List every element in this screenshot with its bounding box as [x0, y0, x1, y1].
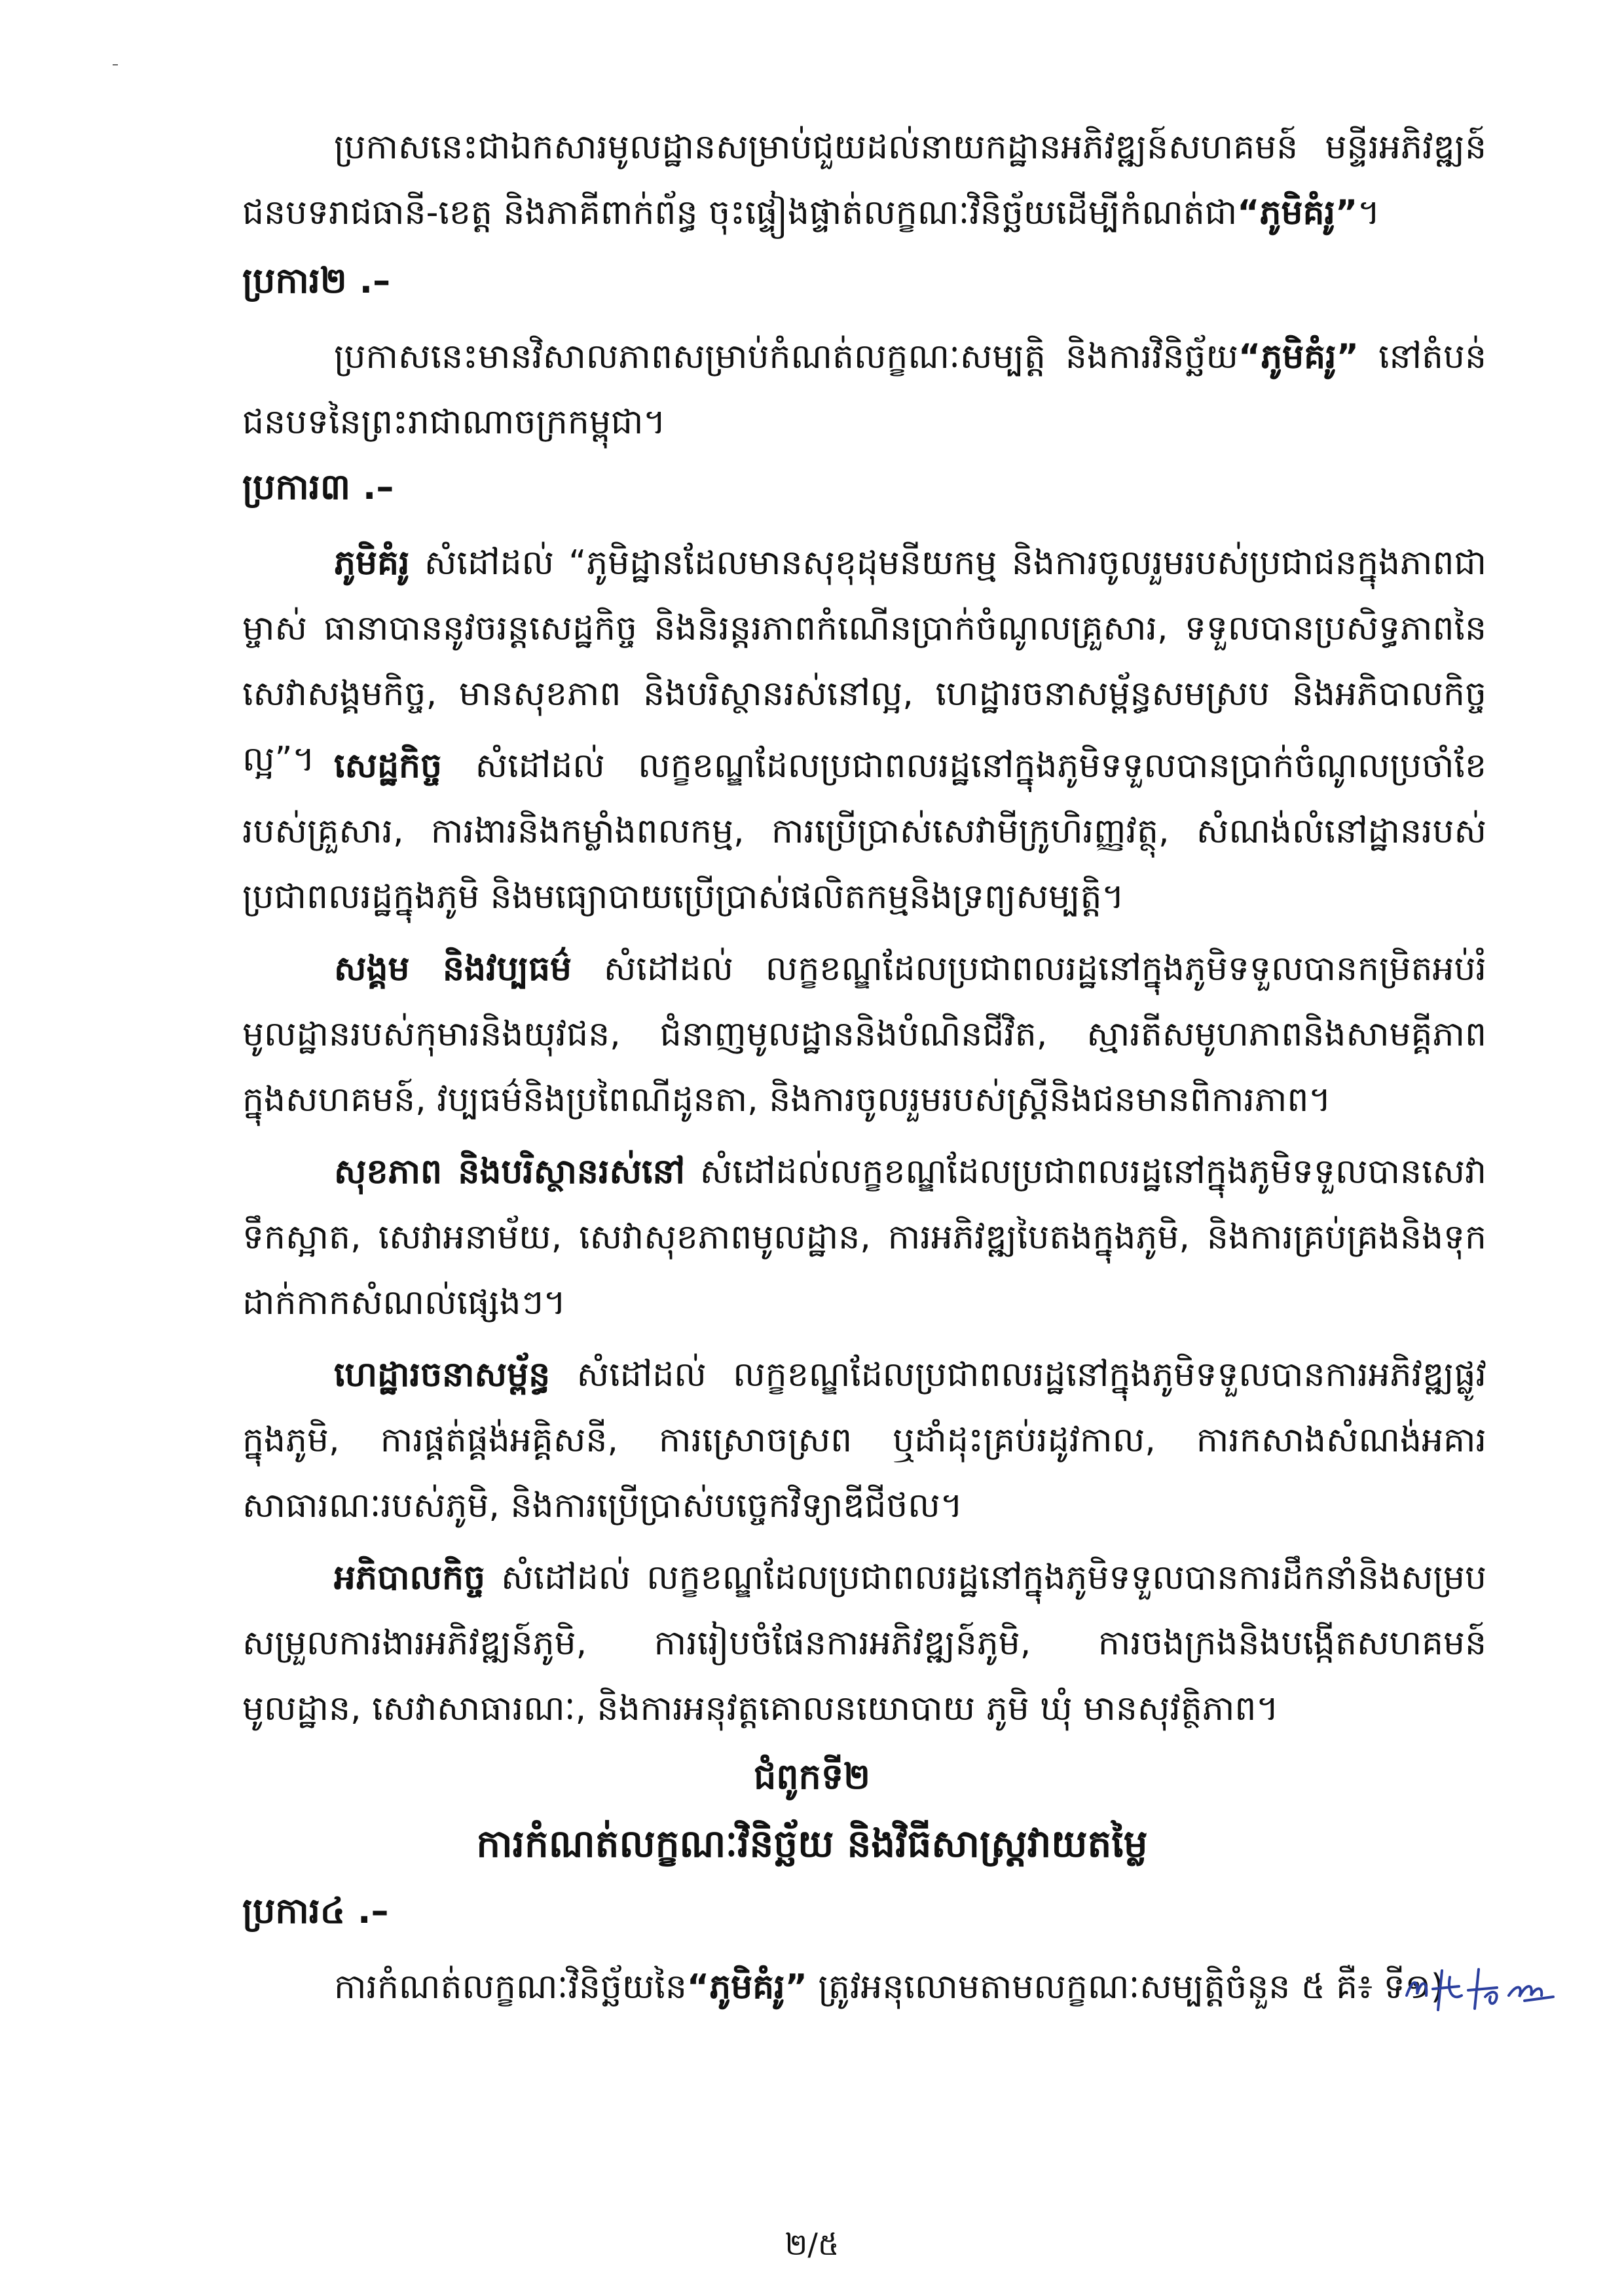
paragraph-end: ត្រូវអនុលោមតាមលក្ខណៈសម្បត្តិចំនួន ៥ គឺ៖ ទី១)	[807, 1967, 1445, 2007]
defined-term: “ភូមិគំរូ”	[1238, 337, 1359, 376]
definition-infrastructure	[242, 1342, 1486, 1539]
article-4-heading: ប្រការ៤ .–	[242, 1890, 389, 1931]
paragraph-end: ។	[1357, 193, 1380, 232]
definition-text: សំដៅដល់ លក្ខខណ្ឌដែលប្រជាពលរដ្ឋនៅក្នុងភូមិទទួលបានការអភិវឌ្ឍផ្លូវក្នុងភូមិ, ការផ្គត់ផ្គង់អគ្គិសនី, ការស្រោចស្រព ឬដាំដុះគ្រប់រដូវកាល, ការកសាងសំណង់អគារសាធារណៈរបស់ភូមិ, និងការប្រើប្រាស់បច្ចេកវិទ្យាឌីជីថល។	[242, 1355, 1486, 1525]
chapter-number: ជំពូកទី២	[754, 1756, 870, 1797]
defined-term: “ភូមិគំរូ”	[686, 1967, 807, 2007]
scope-paragraph	[242, 324, 1486, 455]
definition-health-environment	[242, 1139, 1486, 1336]
paragraph-text: ការកំណត់លក្ខណៈវិនិច្ឆ័យនៃ	[334, 1967, 687, 2007]
definition-term: ហេដ្ឋារចនាសម្ព័ន្ធ	[334, 1355, 551, 1394]
definition-text: សំដៅដល់ លក្ខខណ្ឌដែលប្រជាពលរដ្ឋនៅក្នុងភូមិទទួលបានកម្រិតអប់រំមូលដ្ឋានរបស់កុមារនិងយុវជន, ជំនាញមូលដ្ឋាននិងបំណិនជីវិត, ស្មារតីសមូហភាពនិងសាមគ្គីភាពក្នុងសហគមន៍, វប្បធម៌និងប្រពៃណីដូនតា, និងការចូលរួមរបស់ស្ត្រីនិងជនមានពិការភាព។	[242, 949, 1486, 1120]
definition-text: សំដៅដល់ “ភូមិដ្ឋានដែលមានសុខុដុមនីយកម្ម និងការចូលរួមរបស់ប្រជាជនក្នុងភាពជាម្ចាស់ ធានាបាននូវចរន្តសេដ្ឋកិច្ច និងនិរន្តរភាពកំណើនប្រាក់ចំណូលគ្រួសារ, ទទួលបានប្រសិទ្ធភាពនៃសេវាសង្គមកិច្ច, មានសុខភាព និងបរិស្ថានរស់នៅល្អ, ហេដ្ឋារចនាសម្ព័ន្ធសមស្រប និងអភិបាលកិច្ចល្អ”។	[242, 543, 1486, 779]
definition-term: ភូមិគំរូ	[334, 543, 410, 583]
article-2-heading: ប្រការ២ .–	[242, 260, 391, 301]
paragraph-text: ប្រកាសនេះមានវិសាលភាពសម្រាប់កំណត់លក្ខណៈសម្បត្តិ និងការវិនិច្ឆ័យ	[334, 337, 1238, 376]
paragraph-text: ប្រកាសនេះជាឯកសារមូលដ្ឋានសម្រាប់ជួយដល់នាយកដ្ឋានអភិវឌ្ឍន៍សហគមន៍ មន្ទីរអភិវឌ្ឍន៍ជនបទរាជធានី-ខេត្ត និងភាគីពាក់ព័ន្ធ ចុះផ្ទៀងផ្ទាត់លក្ខណៈវិនិច្ឆ័យដើម្បីកំណត់ជា	[242, 128, 1486, 232]
article-3-heading: ប្រការ៣ .–	[242, 466, 394, 507]
definition-society-culture	[242, 936, 1486, 1133]
handwritten-initials	[1401, 1958, 1559, 2016]
chapter-title: ការកំណត់លក្ខណៈវិនិច្ឆ័យ និងវិធីសាស្ត្រវាយតម្លៃ	[476, 1821, 1148, 1866]
definition-text: សំដៅដល់លក្ខខណ្ឌដែលប្រជាពលរដ្ឋនៅក្នុងភូមិទទួលបានសេវាទឹកស្អាត, សេវាអនាម័យ, សេវាសុខភាពមូលដ្ឋាន, ការអភិវឌ្ឍបៃតងក្នុងភូមិ, និងការគ្រប់គ្រងនិងទុកដាក់កាកសំណល់ផ្សេងៗ។	[242, 1152, 1486, 1322]
criteria-paragraph	[242, 1954, 1486, 2020]
definition-text: សំដៅដល់ លក្ខខណ្ឌដែលប្រជាពលរដ្ឋនៅក្នុងភូមិទទួលបានប្រាក់ចំណូលប្រចាំខែរបស់គ្រួសារ, ការងារនិងកម្លាំងពលកម្ម, ការប្រើប្រាស់សេវាមីក្រូហិរញ្ញវត្ថុ, សំណង់លំនៅដ្ឋានរបស់ប្រជាពលរដ្ឋក្នុងភូមិ និងមធ្យោបាយប្រើប្រាស់ផលិតកម្មនិងទ្រព្យសម្បត្តិ។	[242, 746, 1486, 917]
definition-term: អភិបាលកិច្ច	[334, 1558, 486, 1597]
definition-governance	[242, 1545, 1486, 1741]
page-number: ២/៥	[784, 2227, 840, 2262]
scan-artifact	[113, 64, 118, 65]
intro-paragraph	[242, 115, 1486, 246]
definition-term: សុខភាព និងបរិស្ថានរស់នៅ	[334, 1152, 685, 1192]
definition-text: សំដៅដល់ លក្ខខណ្ឌដែលប្រជាពលរដ្ឋនៅក្នុងភូមិទទួលបានការដឹកនាំនិងសម្របសម្រួលការងារអភិវឌ្ឍន៍ភូមិ, ការរៀបចំផែនការអភិវឌ្ឍន៍ភូមិ, ការចងក្រងនិងបង្កើតសហគមន៍មូលដ្ឋាន, សេវាសាធារណៈ, និងការអនុវត្តគោលនយោបាយ ភូមិ ឃុំ មានសុវត្ថិភាព។	[242, 1558, 1486, 1728]
definition-term: សង្គម និងវប្បធម៌	[334, 949, 572, 989]
definition-economy	[242, 733, 1486, 930]
definition-term: សេដ្ឋកិច្ច	[334, 746, 443, 786]
paragraph-end: នៅតំបន់ជនបទនៃព្រះរាជាណាចក្រកម្ពុជា។	[242, 337, 1486, 442]
defined-term: “ភូមិគំរូ”	[1237, 193, 1358, 232]
